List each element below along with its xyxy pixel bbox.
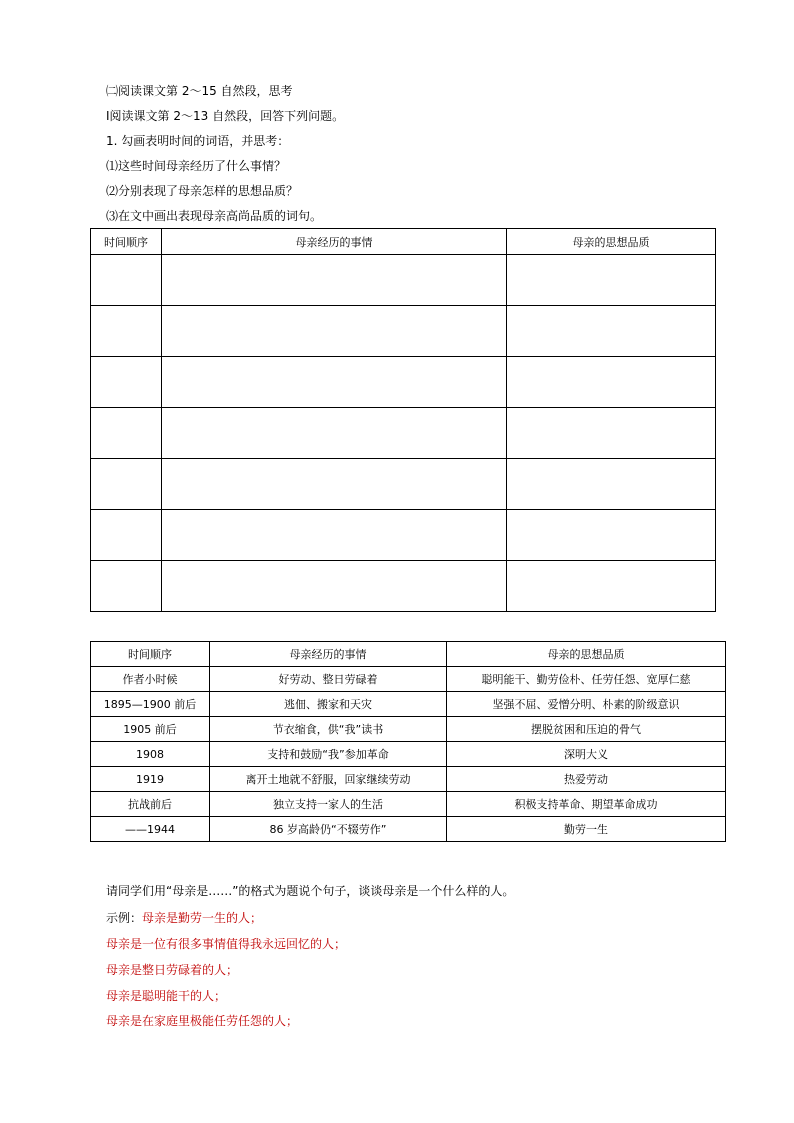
example-answer: 母亲是聪明能干的人； [106,989,227,1003]
blank-cell[interactable] [91,306,162,357]
blank-cell[interactable] [91,561,162,612]
time-cell: 作者小时候 [91,667,210,692]
blank-cell[interactable] [162,306,507,357]
time-cell: 1905 前后 [91,717,210,742]
time-cell: 1908 [91,742,210,767]
section-heading: ㈡阅读课文第 2～15 自然段，思考 [106,84,293,98]
blank-cell[interactable] [507,255,716,306]
blank-cell[interactable] [507,408,716,459]
example-label: 示例： [106,911,143,925]
table-row[interactable] [91,459,716,510]
sub-question-3: ⑶在文中画出表现母亲高尚品质的词句。 [106,209,323,223]
header-events: 母亲经历的事情 [210,642,447,667]
discussion-prompt: 请同学们用“母亲是……”的格式为题说个句子，谈谈母亲是一个什么样的人。 [106,884,515,898]
header-events: 母亲经历的事情 [162,229,507,255]
example-answer: 母亲是在家庭里极能任劳任怨的人； [106,1014,299,1028]
event-cell: 86 岁高龄仍“不辍劳作” [210,817,447,842]
blank-cell[interactable] [162,255,507,306]
table-row [91,667,726,692]
table-row [91,692,726,717]
time-cell: 抗战前后 [91,792,210,817]
quality-cell: 坚强不屈、爱憎分明、朴素的阶级意识 [447,692,726,717]
quality-cell: 摆脱贫困和压迫的骨气 [447,717,726,742]
blank-cell[interactable] [162,561,507,612]
header-time-order: 时间顺序 [91,229,162,255]
blank-answer-table [90,228,716,612]
example-answer: 母亲是勤劳一生的人； [142,911,263,925]
blank-cell[interactable] [91,459,162,510]
quality-cell: 聪明能干、勤劳俭朴、任劳任怨、宽厚仁慈 [447,667,726,692]
blank-cell[interactable] [91,408,162,459]
table-row[interactable] [91,255,716,306]
answer-key-table [90,641,726,842]
quality-cell: 勤劳一生 [447,817,726,842]
table-row [91,817,726,842]
event-cell: 支持和鼓励“我”参加革命 [210,742,447,767]
quality-cell: 积极支持革命、期望革命成功 [447,792,726,817]
quality-cell: 深明大义 [447,742,726,767]
time-cell: 1919 [91,767,210,792]
event-cell: 逃佃、搬家和天灾 [210,692,447,717]
example-answer: 母亲是一位有很多事情值得我永远回忆的人； [106,937,347,951]
time-cell: 1895—1900 前后 [91,692,210,717]
event-cell: 离开土地就不舒服，回家继续劳动 [210,767,447,792]
blank-cell[interactable] [507,357,716,408]
table-row[interactable] [91,357,716,408]
table-row [91,742,726,767]
sub-question-1: ⑴这些时间母亲经历了什么事情？ [106,159,287,173]
event-cell: 节衣缩食，供“我”读书 [210,717,447,742]
blank-cell[interactable] [91,357,162,408]
blank-cell[interactable] [162,357,507,408]
sub-question-2: ⑵分别表现了母亲怎样的思想品质？ [106,184,299,198]
table-row[interactable] [91,510,716,561]
time-cell: ——1944 [91,817,210,842]
blank-cell[interactable] [507,459,716,510]
header-qualities: 母亲的思想品质 [447,642,726,667]
table-header-row [91,642,726,667]
question-1: 1. 勾画表明时间的词语，并思考： [106,134,290,148]
blank-cell[interactable] [91,255,162,306]
blank-cell[interactable] [91,510,162,561]
table-row [91,717,726,742]
table-row [91,767,726,792]
event-cell: 好劳动、整日劳碌着 [210,667,447,692]
example-line [106,910,262,926]
table-row [91,792,726,817]
reading-instruction: Ⅰ阅读课文第 2～13 自然段，回答下列问题。 [106,109,345,123]
quality-cell: 热爱劳动 [447,767,726,792]
header-time-order: 时间顺序 [91,642,210,667]
example-answer: 母亲是整日劳碌着的人； [106,963,239,977]
blank-cell[interactable] [162,459,507,510]
table-row[interactable] [91,561,716,612]
header-qualities: 母亲的思想品质 [507,229,716,255]
event-cell: 独立支持一家人的生活 [210,792,447,817]
table-row[interactable] [91,306,716,357]
blank-cell[interactable] [507,561,716,612]
table-header-row [91,229,716,255]
table-row[interactable] [91,408,716,459]
blank-cell[interactable] [507,510,716,561]
blank-cell[interactable] [162,510,507,561]
blank-cell[interactable] [162,408,507,459]
blank-cell[interactable] [507,306,716,357]
